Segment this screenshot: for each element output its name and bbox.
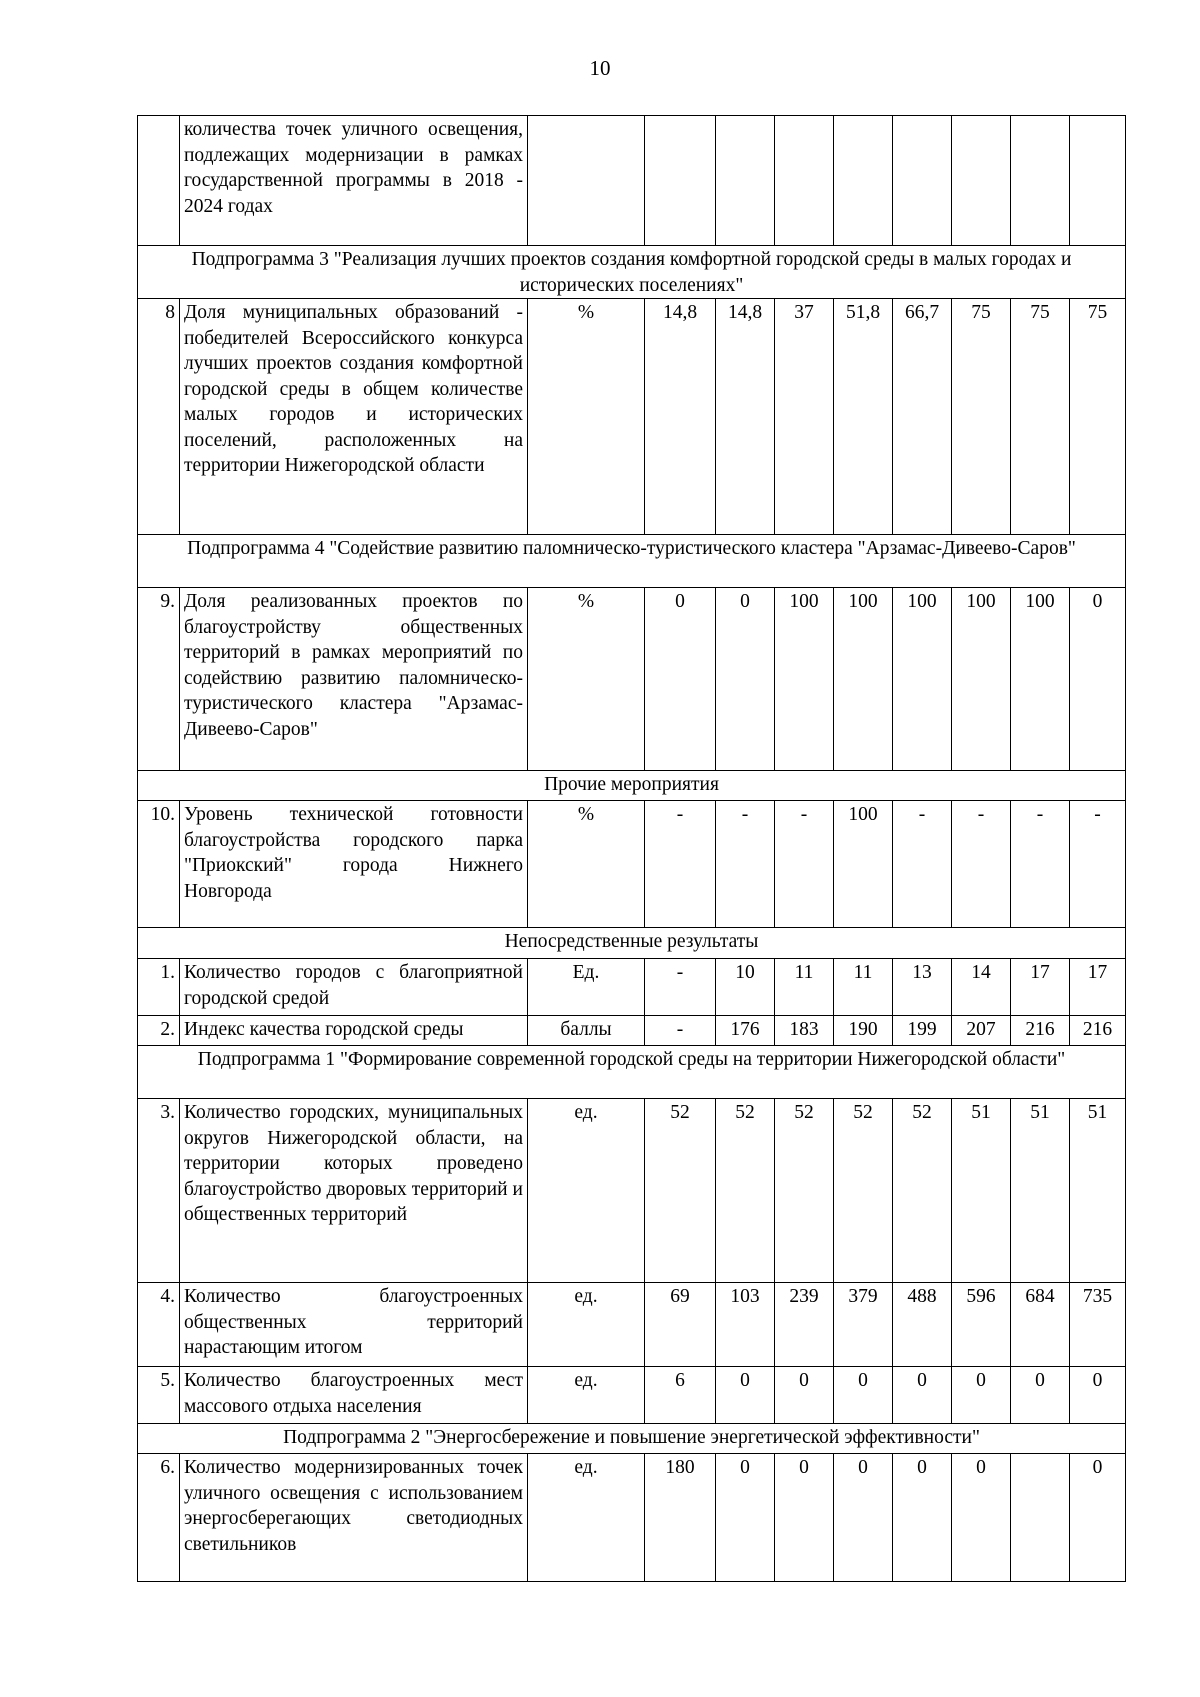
section-row — [138, 928, 1126, 959]
unit-cell: ед. — [528, 1099, 645, 1283]
row-number: 1. — [138, 959, 180, 1016]
value-cell: 0 — [834, 1367, 893, 1424]
value-cell: - — [645, 959, 716, 1016]
value-cell: 17 — [1070, 959, 1126, 1016]
value-cell: 100 — [1011, 588, 1070, 771]
value-cell: - — [645, 801, 716, 928]
value-cell: 0 — [775, 1454, 834, 1582]
section-title: Подпрограмма 3 "Реализация лучших проектов создания комфортной городской среды в малых городах и исторических поселениях" — [138, 246, 1126, 299]
table-row — [138, 1454, 1126, 1582]
value-cell: 0 — [1011, 1367, 1070, 1424]
value-cell: 596 — [952, 1283, 1011, 1367]
value-cell: 103 — [716, 1283, 775, 1367]
value-cell: 180 — [645, 1454, 716, 1582]
value-cell — [1070, 116, 1126, 246]
value-cell: 52 — [893, 1099, 952, 1283]
unit-cell: % — [528, 801, 645, 928]
value-cell: - — [893, 801, 952, 928]
value-cell: 100 — [834, 588, 893, 771]
row-number: 2. — [138, 1016, 180, 1046]
value-cell: 100 — [775, 588, 834, 771]
value-cell: 10 — [716, 959, 775, 1016]
value-cell — [775, 116, 834, 246]
row-number: 4. — [138, 1283, 180, 1367]
value-cell — [716, 116, 775, 246]
unit-cell: % — [528, 588, 645, 771]
value-cell: 14 — [952, 959, 1011, 1016]
value-cell: 183 — [775, 1016, 834, 1046]
value-cell: 735 — [1070, 1283, 1126, 1367]
value-cell: 37 — [775, 299, 834, 535]
unit-cell: ед. — [528, 1367, 645, 1424]
value-cell: 14,8 — [645, 299, 716, 535]
table-body — [138, 116, 1126, 1582]
indicator-name: Количество городов с благоприятной городской средой — [180, 959, 528, 1016]
page-number: 10 — [589, 56, 611, 80]
value-cell: 199 — [893, 1016, 952, 1046]
value-cell — [952, 116, 1011, 246]
indicators-table — [137, 115, 1126, 1582]
value-cell: 100 — [893, 588, 952, 771]
table-row — [138, 1283, 1126, 1367]
value-cell — [834, 116, 893, 246]
value-cell: - — [952, 801, 1011, 928]
value-cell: 75 — [1070, 299, 1126, 535]
indicator-name: Доля муниципальных образований - победителей Всероссийского конкурса лучших проектов создания комфортной городской среды в общем количестве малых городов и исторических поселений, расположенных на территории Нижегородской области — [180, 299, 528, 535]
value-cell: 17 — [1011, 959, 1070, 1016]
indicator-name: Количество модернизированных точек уличного освещения с использованием энергосберегающих светодиодных светильников — [180, 1454, 528, 1582]
unit-cell: ед. — [528, 1454, 645, 1582]
value-cell: 51,8 — [834, 299, 893, 535]
value-cell: 51 — [952, 1099, 1011, 1283]
value-cell: 0 — [893, 1454, 952, 1582]
value-cell: 0 — [893, 1367, 952, 1424]
section-title: Прочие мероприятия — [138, 771, 1126, 801]
value-cell: 0 — [952, 1454, 1011, 1582]
value-cell: 11 — [834, 959, 893, 1016]
value-cell: 176 — [716, 1016, 775, 1046]
value-cell — [893, 116, 952, 246]
value-cell — [1011, 116, 1070, 246]
value-cell: 0 — [716, 1367, 775, 1424]
unit-cell: Ед. — [528, 959, 645, 1016]
unit-cell: % — [528, 299, 645, 535]
section-row — [138, 1424, 1126, 1454]
value-cell: 14,8 — [716, 299, 775, 535]
value-cell: 66,7 — [893, 299, 952, 535]
row-number: 6. — [138, 1454, 180, 1582]
row-number — [138, 116, 180, 246]
value-cell: 6 — [645, 1367, 716, 1424]
unit-cell — [528, 116, 645, 246]
unit-cell: ед. — [528, 1283, 645, 1367]
table-row — [138, 959, 1126, 1016]
value-cell: 216 — [1070, 1016, 1126, 1046]
row-number: 5. — [138, 1367, 180, 1424]
indicator-name: Количество благоустроенных мест массового отдыха населения — [180, 1367, 528, 1424]
value-cell: 0 — [775, 1367, 834, 1424]
value-cell — [645, 116, 716, 246]
indicator-name: Индекс качества городской среды — [180, 1016, 528, 1046]
indicator-name: Количество городских, муниципальных округов Нижегородской области, на территории которых проведено благоустройство дворовых территорий и общественных территорий — [180, 1099, 528, 1283]
row-number: 8 — [138, 299, 180, 535]
section-row — [138, 1046, 1126, 1099]
section-title: Подпрограмма 1 "Формирование современной городской среды на территории Нижегородской области" — [138, 1046, 1126, 1099]
indicator-name: Уровень технической готовности благоустройства городского парка "Приокский" города Нижнего Новгорода — [180, 801, 528, 928]
row-number: 9. — [138, 588, 180, 771]
value-cell: - — [1011, 801, 1070, 928]
value-cell: 0 — [834, 1454, 893, 1582]
section-row — [138, 246, 1126, 299]
table-row — [138, 801, 1126, 928]
value-cell: 488 — [893, 1283, 952, 1367]
value-cell: 207 — [952, 1016, 1011, 1046]
section-row — [138, 771, 1126, 801]
unit-cell: баллы — [528, 1016, 645, 1046]
value-cell: 0 — [1070, 1454, 1126, 1582]
value-cell: 51 — [1070, 1099, 1126, 1283]
value-cell: 69 — [645, 1283, 716, 1367]
section-title: Непосредственные результаты — [138, 928, 1126, 959]
value-cell: 13 — [893, 959, 952, 1016]
section-row — [138, 535, 1126, 588]
row-number: 10. — [138, 801, 180, 928]
section-title: Подпрограмма 2 "Энергосбережение и повышение энергетической эффективности" — [138, 1424, 1126, 1454]
table-row — [138, 116, 1126, 246]
value-cell: 0 — [1070, 1367, 1126, 1424]
value-cell: 0 — [716, 1454, 775, 1582]
value-cell: - — [645, 1016, 716, 1046]
value-cell: 0 — [952, 1367, 1011, 1424]
indicator-name: Количество благоустроенных общественных территорий нарастающим итогом — [180, 1283, 528, 1367]
value-cell: 0 — [716, 588, 775, 771]
value-cell: 75 — [952, 299, 1011, 535]
value-cell: 0 — [1070, 588, 1126, 771]
value-cell: 100 — [952, 588, 1011, 771]
value-cell: 190 — [834, 1016, 893, 1046]
value-cell: 379 — [834, 1283, 893, 1367]
table-row — [138, 1016, 1126, 1046]
row-number: 3. — [138, 1099, 180, 1283]
value-cell: 11 — [775, 959, 834, 1016]
value-cell: - — [1070, 801, 1126, 928]
value-cell: 75 — [1011, 299, 1070, 535]
value-cell: 216 — [1011, 1016, 1070, 1046]
value-cell: 239 — [775, 1283, 834, 1367]
value-cell: 52 — [645, 1099, 716, 1283]
indicator-name: количества точек уличного освещения, подлежащих модернизации в рамках государственной программы в 2018 - 2024 годах — [180, 116, 528, 246]
table-row — [138, 1367, 1126, 1424]
value-cell: 684 — [1011, 1283, 1070, 1367]
value-cell: 51 — [1011, 1099, 1070, 1283]
value-cell — [1011, 1454, 1070, 1582]
value-cell: 52 — [834, 1099, 893, 1283]
section-title: Подпрограмма 4 "Содействие развитию паломническо-туристического кластера "Арзамас-Дивеево-Саров" — [138, 535, 1126, 588]
value-cell: 0 — [645, 588, 716, 771]
indicator-name: Доля реализованных проектов по благоустройству общественных территорий в рамках мероприятий по содействию развитию паломническо-туристического кластера "Арзамас-Дивеево-Саров" — [180, 588, 528, 771]
table-row — [138, 588, 1126, 771]
value-cell: - — [775, 801, 834, 928]
value-cell: 52 — [775, 1099, 834, 1283]
value-cell: 52 — [716, 1099, 775, 1283]
value-cell: - — [716, 801, 775, 928]
table-row — [138, 299, 1126, 535]
value-cell: 100 — [834, 801, 893, 928]
table-row — [138, 1099, 1126, 1283]
